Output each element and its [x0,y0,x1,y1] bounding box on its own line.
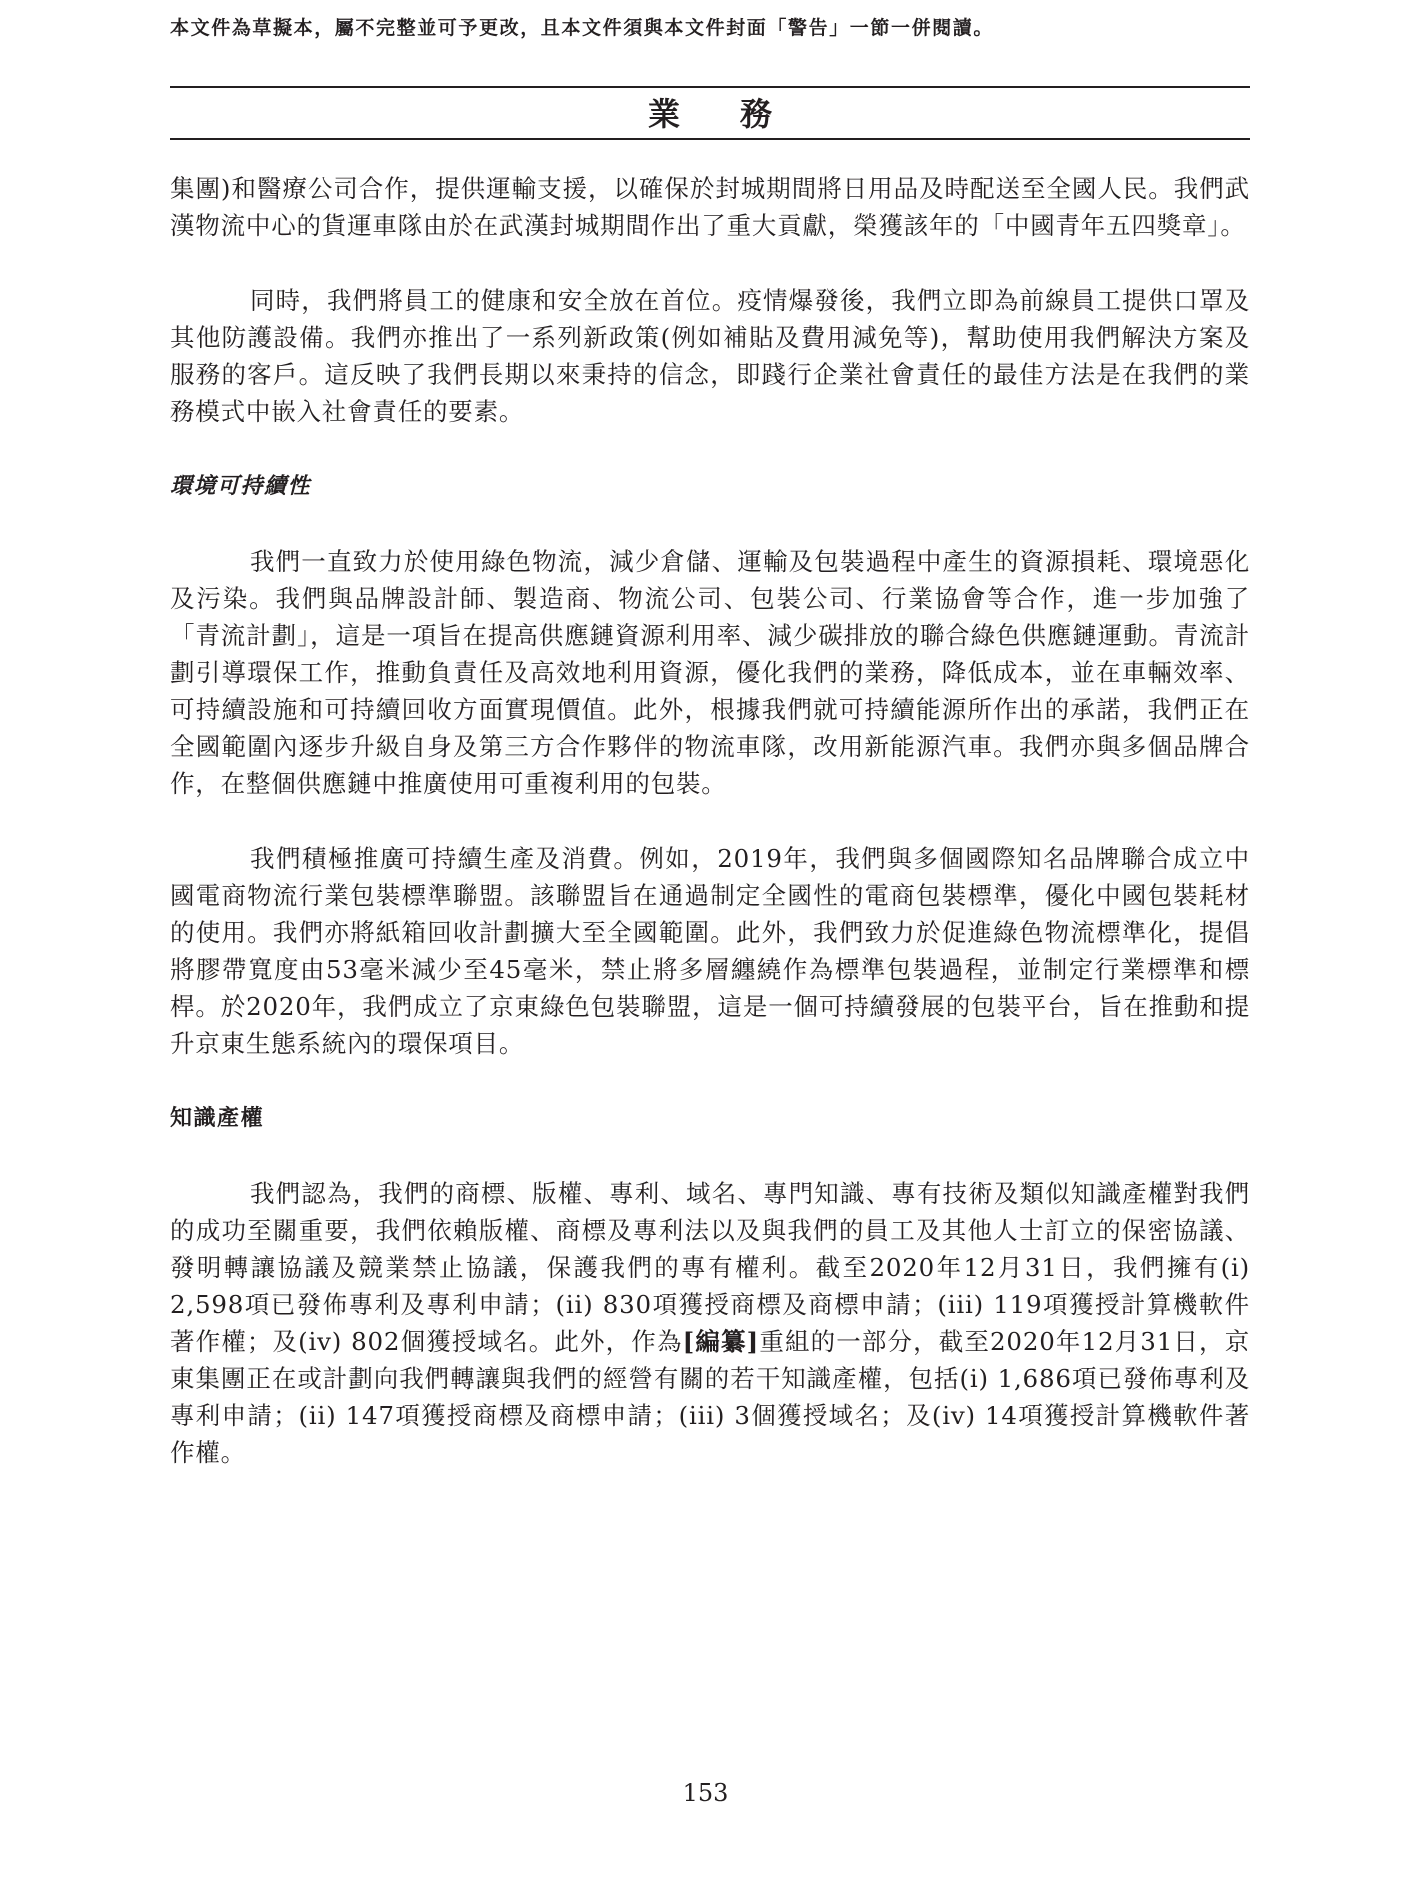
paragraph-sustainable-packaging: 我們積極推廣可持續生產及消費。例如，2019年，我們與多個國際知名品牌聯合成立中國電商物流行業包裝標準聯盟。該聯盟旨在通過制定全國性的電商包裝標準，優化中國包裝耗材的使用。我們亦將紙箱回收計劃擴大至全國範圍。此外，我們致力於促進綠色物流標準化，提倡將膠帶寬度由53毫米減少至45毫米，禁止將多層纏繞作為標準包裝過程，並制定行業標準和標桿。於2020年，我們成立了京東綠色包裝聯盟，這是一個可持續發展的包裝平台，旨在推動和提升京東生態系統內的環保項目。 [170,844,1250,1058]
paragraph-intellectual-property [170,1175,1250,1471]
heading-environmental-sustainability: 環境可持續性 [170,473,312,499]
paragraph-green-logistics: 我們一直致力於使用綠色物流，減少倉儲、運輸及包裝過程中產生的資源損耗、環境惡化及污染。我們與品牌設計師、製造商、物流公司、包裝公司、行業協會等合作，進一步加強了「青流計劃」，這是一項旨在提高供應鏈資源利用率、減少碳排放的聯合綠色供應鏈運動。青流計劃引導環保工作，推動負責任及高效地利用資源，優化我們的業務，降低成本，並在車輛效率、可持續設施和可持續回收方面實現價值。此外，根據我們就可持續能源所作出的承諾，我們正在全國範圍內逐步升級自身及第三方合作夥伴的物流車隊，改用新能源汽車。我們亦與多個品牌合作，在整個供應鏈中推廣使用可重複利用的包裝。 [170,547,1250,798]
paragraph-continuation: 集團)和醫療公司合作，提供運輸支援，以確保於封城期間將日用品及時配送至全國人民。我們武漢物流中心的貨運車隊由於在武漢封城期間作出了重大貢獻，榮獲該年的「中國青年五四獎章」。 [170,174,1250,240]
section-title: 業務 [647,95,832,133]
paragraph-employee-safety: 同時，我們將員工的健康和安全放在首位。疫情爆發後，我們立即為前線員工提供口罩及其他防護設備。我們亦推出了一系列新政策(例如補貼及費用減免等)，幫助使用我們解決方案及服務的客戶。這反映了我們長期以來秉持的信念，即踐行企業社會責任的最佳方法是在我們的業務模式中嵌入社會責任的要素。 [170,286,1250,426]
header-bottom-rule [170,138,1250,140]
ip-text-part-1: 我們認為，我們的商標、版權、專利、域名、專門知識、專有技術及類似知識產權對我們的成功至關重要，我們依賴版權、商標及專利法以及與我們的員工及其他人士訂立的保密協議、發明轉讓協議及競業禁止協議，保護我們的專有權利。截至2020年12月31日，我們擁有(i) 2,598項已發佈專利及專利申請；(ii) 830項獲授商標及商標申請；(iii) 119項獲授計算機軟件著作權；及(iv) 802個獲授域名。此外，作為 [170,1179,1250,1356]
page-number: 153 [682,1779,729,1807]
redacted-marker: [編纂] [682,1327,759,1356]
draft-disclaimer: 本文件為草擬本，屬不完整並可予更改，且本文件須與本文件封面「警告」一節一併閱讀。 [170,17,995,39]
header-top-rule [170,86,1250,88]
ip-text-part-2: 重組的一部分，截至2020年12月31日，京東集團正在或計劃向我們轉讓與我們的經營有關的若干知識產權，包括(i) 1,686項已發佈專利及專利申請；(ii) 147項獲授商標及商標申請；(iii) 3個獲授域名；及(iv) 14項獲授計算機軟件著作權。 [170,1327,1250,1467]
page-body [170,170,1250,1471]
heading-intellectual-property: 知識產權 [170,1105,265,1131]
